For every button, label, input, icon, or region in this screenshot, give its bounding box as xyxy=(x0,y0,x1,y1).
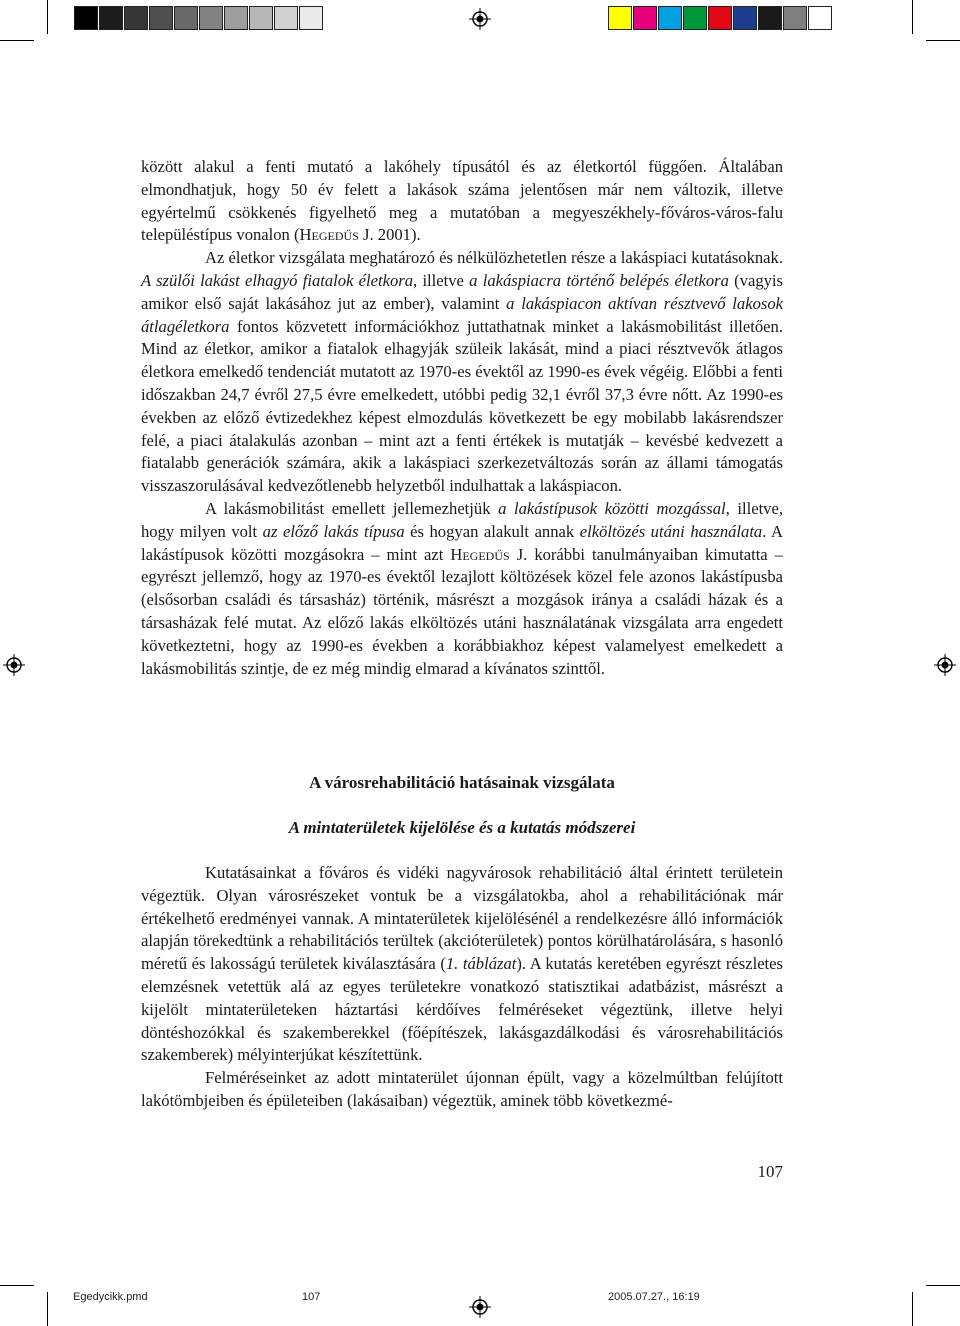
paragraph-1: között alakul a fenti mutató a lakóhely típusától és az életkortól függően. Általában elmondhatjuk, hogy 50 év felett a lakások száma jelentősen már nem változik, illetve egyértelmű csökkenés figyelhető meg a mutatóban a megyeszékhely-főváros-város-falu településtípus vonalon (Hegedűs J. 2001). xyxy=(141,157,783,245)
calibration-swatch xyxy=(783,6,807,30)
paragraph-3: A lakásmobilitást emellett jellemezhetjük a lakástípusok közötti mozgással, illetve, hogy milyen volt az előző lakás típusa és hogyan alakult annak elköltözés utáni használata. A lakástípusok közötti mozgásokra – mint azt Hegedűs J. korábbi tanulmányaiban kimutatta – egyrészt jellemző, hogy az 1970-es évektől lezajlott költözések közel fele azonos lakástípusba (elsősorban családi és társasház) történik, másrészt a mozgások iránya a családi házak és a társasházak felé mutat. Az előző lakás elköltözés utáni használatának vizsgálata arra engedett következtetni, hogy az 1990-es években a korábbiakhoz képest valamelyest emelkedett a lakásmobilitás szintje, de ez még mindig elmarad a kívánatos szinttől. xyxy=(141,498,783,678)
crop-mark-top-right-v xyxy=(912,0,913,34)
calibration-swatch xyxy=(74,6,98,30)
calibration-swatch xyxy=(299,6,323,30)
page-number: 107 xyxy=(757,1162,783,1181)
calibration-swatch xyxy=(683,6,707,30)
calibration-swatch xyxy=(633,6,657,30)
footer-page: 107 xyxy=(302,1291,321,1303)
registration-mark-icon xyxy=(469,8,491,30)
calibration-swatch xyxy=(808,6,832,30)
calibration-swatch xyxy=(249,6,273,30)
crop-mark-bottom-left xyxy=(0,1285,34,1286)
color-calibration-bar xyxy=(608,6,833,30)
crop-mark-bottom-left-v xyxy=(47,1292,48,1326)
author-name: Hegedűs xyxy=(450,544,510,564)
calibration-swatch xyxy=(149,6,173,30)
calibration-swatch xyxy=(658,6,682,30)
subsection-heading: A mintaterületek kijelölése és a kutatás módszerei xyxy=(288,818,636,837)
crop-mark-bottom-right xyxy=(926,1285,960,1286)
crop-mark-top-left-v xyxy=(47,0,48,34)
registration-mark-icon xyxy=(934,654,956,676)
author-name: Hegedűs xyxy=(299,225,359,245)
body-text-lower xyxy=(141,862,783,1113)
calibration-swatch xyxy=(758,6,782,30)
calibration-swatch xyxy=(708,6,732,30)
registration-mark-icon xyxy=(469,1296,491,1318)
paragraph-5: Felméréseinket az adott mintaterület újonnan épült, vagy a közelmúltban felújított lakótömbjeiben és épületeiben (lakásaiban) végeztük, aminek több következmé- xyxy=(141,1068,783,1110)
grayscale-calibration-bar xyxy=(74,6,324,30)
crop-mark-bottom-right-v xyxy=(912,1292,913,1326)
calibration-swatch xyxy=(124,6,148,30)
crop-mark-top-right xyxy=(926,40,960,41)
paragraph-2: Az életkor vizsgálata meghatározó és nélkülözhetetlen része a lakáspiaci kutatásoknak. A szülői lakást elhagyó fiatalok életkora, illetve a lakáspiacra történő belépés életkora (vagyis amikor első saját lakásához jut az ember), valamint a lakáspiacon aktívan résztvevő lakosok átlagéletkora fontos közvetett információkhoz juttathatnak minket a lakásmobilitást illetően. Mind az életkor, amikor a fiatalok elhagyják szüleik lakását, mind a piaci résztvevők átlagos életkora emelkedő tendenciát mutatott az 1970-es évektől az 1990-es évek végéig. Előbbi a fenti időszakban 24,7 évről 27,5 évre emelkedett, utóbbi pedig 32,1 évről 37,3 évre nőtt. Az 1990-es években az előző évtizedekhez képest elmozdulás következett be egy mobilabb lakásrendszer felé, a piaci átalakulás azonban – mint azt a fenti értékek is mutatják – kevésbé kedvezett a fiatalabb generációk számára, akik a lakáspiaci szerkezetváltozás során az állami támogatás visszaszorulásával kedvezőtlenebb helyzetből indulhattak a lakáspiacon. xyxy=(141,248,783,496)
calibration-swatch xyxy=(199,6,223,30)
body-text-upper xyxy=(141,156,783,680)
footer-datetime: 2005.07.27., 16:19 xyxy=(608,1291,700,1303)
calibration-swatch xyxy=(274,6,298,30)
calibration-swatch xyxy=(174,6,198,30)
calibration-swatch xyxy=(99,6,123,30)
calibration-swatch xyxy=(733,6,757,30)
paragraph-4: Kutatásainkat a főváros és vidéki nagyvárosok rehabilitáció által érintett területein végeztük. Olyan városrészeket vontuk be a vizsgálatokba, ahol a rehabilitációnak már értékelhető eredményei vannak. A mintaterületek kijelölésénél a rendelkezésre álló információk alapján törekedtünk a rehabilitációs terültek (akcióterületek) pontos körülhatárolására, s hasonló méretű és lakosságú területek kiválasztására (1. táblázat). A kutatás keretében egyrészt részletes elemzésnek vetettük alá az egyes területekre vonatkozó statisztikai adatbázist, másrészt a kijelölt mintaterületeken háztartási kérdőíves felméréseket végeztünk, illetve helyi döntéshozókkal és szakemberekkel (főépítészek, lakásgazdálkodási és városrehabilitációs szakemberek) mélyinterjúkat készítettünk. xyxy=(141,863,783,1065)
crop-mark-top-left xyxy=(0,40,34,41)
footer-filename: Egedycikk.pmd xyxy=(73,1291,148,1303)
calibration-swatch xyxy=(608,6,632,30)
registration-mark-icon xyxy=(3,654,25,676)
calibration-swatch xyxy=(224,6,248,30)
section-heading: A városrehabilitáció hatásainak vizsgálata xyxy=(309,773,615,792)
